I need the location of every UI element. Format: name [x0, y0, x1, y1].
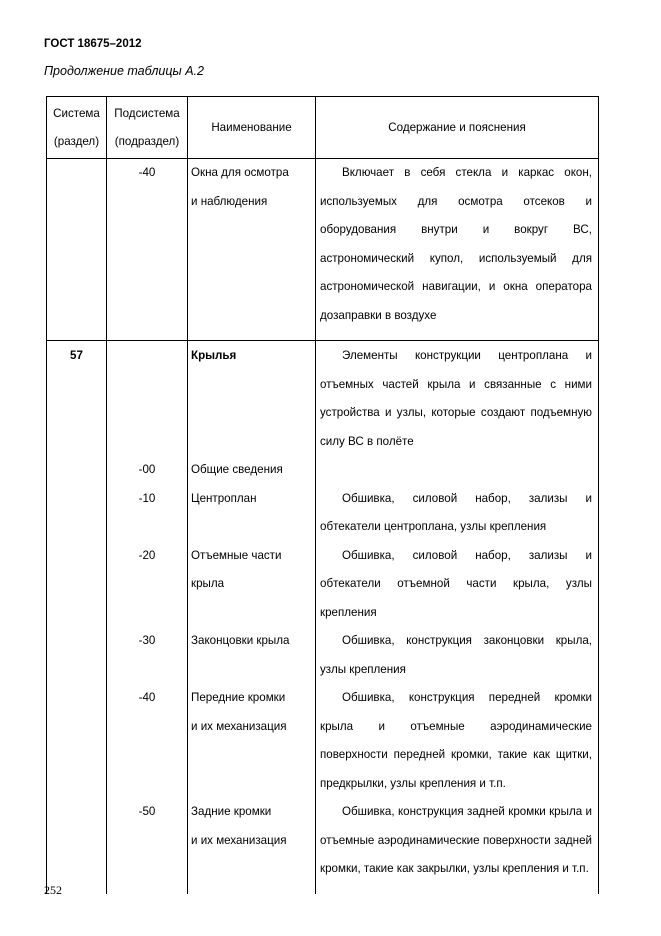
cell-name: Отъемные части крыла [188, 542, 316, 628]
cell-description: Обшивка, конструкция задней кромки крыла и отъемные аэродинамические поверхности задней кромки, такие как закрылки, узлы крепления и т.п. [316, 798, 599, 884]
cell-name: Общие сведения [188, 456, 316, 485]
row-spacer [47, 330, 599, 341]
cell-name: Передние кромки и их механизация [188, 684, 316, 798]
table-row [47, 456, 599, 485]
table-header-row [47, 97, 599, 159]
table-continuation-caption: Продолжение таблицы А.2 [44, 64, 204, 78]
cell-description: Обшивка, конструкция законцовки крыла, узлы крепления [316, 627, 599, 684]
classification-table [46, 96, 599, 894]
header-subsystem: Подсистема (подраздел) [107, 97, 188, 159]
cell-name: Центроплан [188, 485, 316, 542]
cell-name: Окна для осмотра и наблюдения [188, 159, 316, 331]
cell-subsystem: -00 [107, 456, 188, 485]
cell-subsystem: -50 [107, 798, 188, 884]
cell-system [47, 627, 107, 684]
cell-name: Законцовки крыла [188, 627, 316, 684]
cell-system [47, 684, 107, 798]
table-row [47, 627, 599, 684]
table-row [47, 798, 599, 884]
cell-subsystem [107, 341, 188, 457]
cell-subsystem: -20 [107, 542, 188, 628]
cell-description [316, 456, 599, 485]
cell-description: Обшивка, силовой набор, зализы и обтекатели отъемной части крыла, узлы крепления [316, 542, 599, 628]
cell-description: Обшивка, силовой набор, зализы и обтекатели центроплана, узлы крепления [316, 485, 599, 542]
table-row [47, 542, 599, 628]
cell-system [47, 798, 107, 884]
header-system: Система (раздел) [47, 97, 107, 159]
table-row [47, 341, 599, 457]
cell-description: Элементы конструкции центроплана и отъемных частей крыла и связанные с ними устройства и узлы, которые создают подъемную силу ВС в полёте [316, 341, 599, 457]
cell-system: 57 [47, 341, 107, 457]
cell-subsystem: -40 [107, 159, 188, 331]
cell-name: Крылья [188, 341, 316, 457]
cell-name: Задние кромки и их механизация [188, 798, 316, 884]
cell-description: Включает в себя стекла и каркас окон, используемых для осмотра отсеков и оборудования внутри и вокруг ВС, астрономический купол, используемый для астрономической навигации, и окна оператора дозаправки в воздухе [316, 159, 599, 331]
cell-subsystem: -10 [107, 485, 188, 542]
cell-description: Обшивка, конструкция передней кромки крыла и отъемные аэродинамические поверхности передней кромки, такие как щитки, предкрылки, узлы крепления и т.п. [316, 684, 599, 798]
header-description: Содержание и пояснения [316, 97, 599, 159]
page-number: 252 [44, 883, 62, 897]
table-row [47, 159, 599, 331]
table-row [47, 684, 599, 798]
row-spacer [47, 884, 599, 894]
table-row [47, 485, 599, 542]
cell-subsystem: -30 [107, 627, 188, 684]
cell-system [47, 159, 107, 331]
cell-subsystem: -40 [107, 684, 188, 798]
document-code: ГОСТ 18675–2012 [44, 38, 142, 50]
cell-system [47, 542, 107, 628]
header-name: Наименование [188, 97, 316, 159]
cell-system [47, 485, 107, 542]
cell-system [47, 456, 107, 485]
